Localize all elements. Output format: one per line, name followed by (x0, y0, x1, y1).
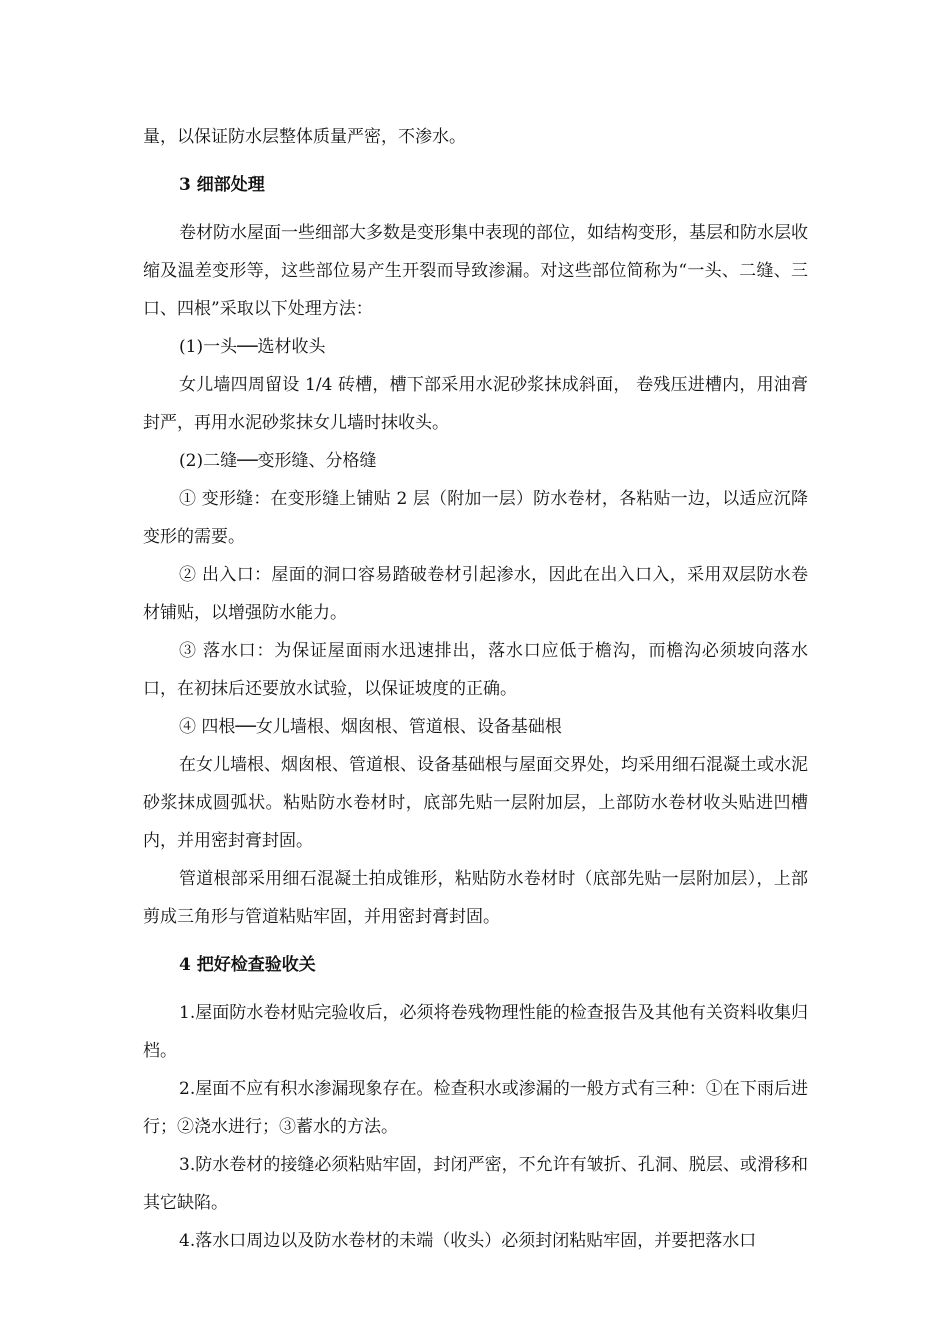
check-item-4: 4.落水口周边以及防水卷材的未端（收头）必须封闭粘贴牢固，并要把落水口 (179, 1231, 757, 1251)
item-2-expansion-joint: ① 变形缝：在变形缝上铺贴 2 层（附加一层）防水卷材，各粘贴一边，以适应沉降变形的需要。 (143, 489, 808, 547)
paragraph-intro-tail: 量，以保证防水层整体质量严密，不渗水。 (143, 127, 466, 147)
document-body (143, 118, 808, 1260)
section-heading-3: 3 细部处理 (179, 175, 265, 195)
section-heading-4: 4 把好检查验收关 (179, 955, 316, 975)
item-1-text: 女儿墙四周留设 1/4 砖槽，槽下部采用水泥砂浆抹成斜面， 卷残压进槽内，用油膏封严，再用水泥砂浆抹女儿墙时抹收头。 (143, 375, 808, 433)
item-1-title: (1)一头──选材收头 (179, 337, 326, 357)
item-4-title: ④ 四根──女儿墙根、烟囱根、管道根、设备基础根 (179, 717, 562, 737)
item-4-text-2: 管道根部采用细石混凝土拍成锥形，粘贴防水卷材时（底部先贴一层附加层），上部剪成三角形与管道粘贴牢固，并用密封膏封固。 (143, 869, 808, 927)
item-2-title: (2)二缝──变形缝、分格缝 (179, 451, 377, 471)
check-item-3: 3.防水卷材的接缝必须粘贴牢固，封闭严密，不允许有皱折、孔洞、脱层、或滑移和其它缺陷。 (143, 1155, 808, 1213)
item-4-text-1: 在女儿墙根、烟囱根、管道根、设备基础根与屋面交界处，均采用细石混凝土或水泥砂浆抹成圆弧状。粘贴防水卷材时，底部先贴一层附加层，上部防水卷材收头贴进凹槽内，并用密封膏封固。 (143, 755, 808, 851)
check-item-2: 2.屋面不应有积水渗漏现象存在。检查积水或渗漏的一般方式有三种：①在下雨后进行；②浇水进行；③蓄水的方法。 (143, 1079, 808, 1137)
item-2-entrance: ② 出入口：屋面的洞口容易踏破卷材引起渗水，因此在出入口入，采用双层防水卷材铺贴，以增强防水能力。 (143, 565, 808, 623)
item-2-drain-outlet: ③ 落水口：为保证屋面雨水迅速排出，落水口应低于檐沟，而檐沟必须坡向落水口，在初抹后还要放水试验，以保证坡度的正确。 (143, 641, 808, 699)
paragraph-section-3-intro: 卷材防水屋面一些细部大多数是变形集中表现的部位，如结构变形，基层和防水层收缩及温差变形等，这些部位易产生开裂而导致渗漏。对这些部位简称为“一头、二缝、三口、四根”采取以下处理方法： (143, 223, 808, 319)
check-item-1: 1.屋面防水卷材贴完验收后，必须将卷残物理性能的检查报告及其他有关资料收集归档。 (143, 1003, 808, 1061)
